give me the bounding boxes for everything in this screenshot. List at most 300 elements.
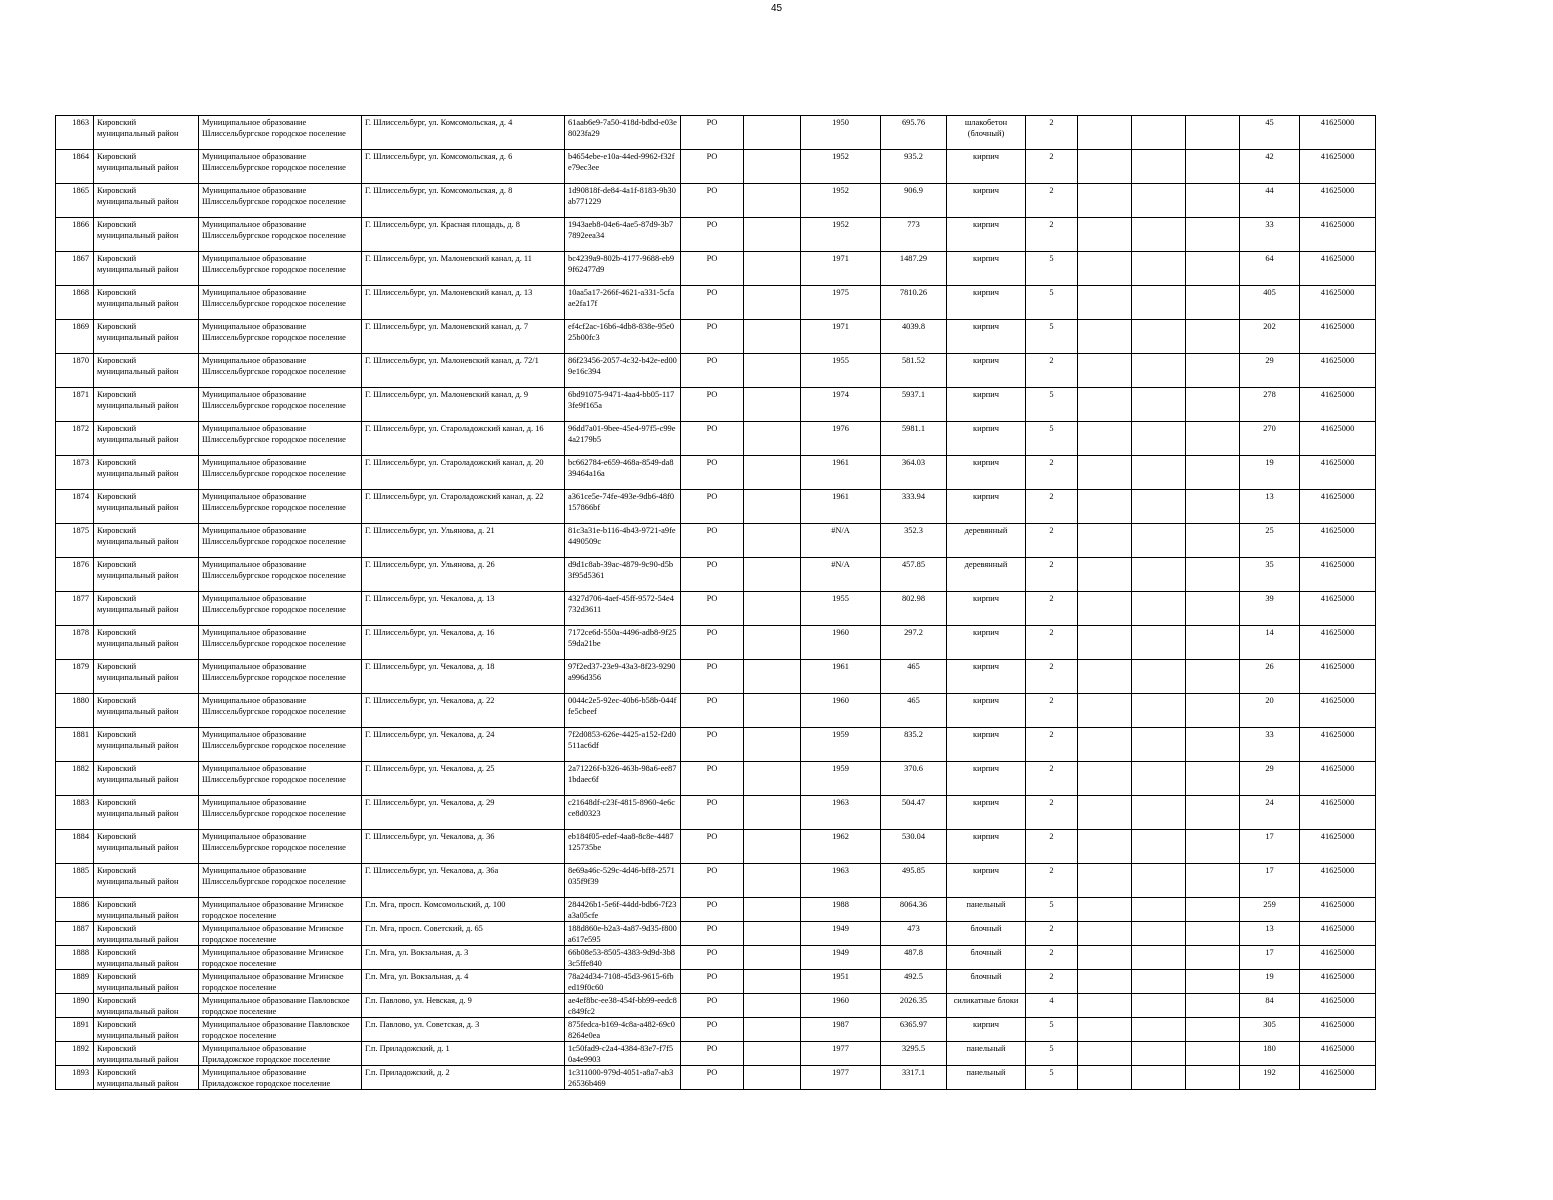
empty-cell [1186, 184, 1240, 218]
code-cell: PO [681, 320, 744, 354]
guid-cell: 1d90818f-de84-4a1f-8183-9b30ab771229 [565, 184, 681, 218]
empty-cell [1078, 422, 1132, 456]
address-cell: Г.п. Мга, просп. Комсомольский, д. 100 [362, 898, 565, 922]
code-cell: PO [681, 762, 744, 796]
empty-cell [744, 898, 801, 922]
material-cell: блочный [947, 922, 1026, 946]
oktmo-cell: 41625000 [1300, 388, 1376, 422]
empty-cell [744, 388, 801, 422]
oktmo-cell: 41625000 [1300, 728, 1376, 762]
district-cell: Кировский муниципальный район [94, 150, 199, 184]
empty-cell [1132, 218, 1186, 252]
floors-cell: 4 [1026, 994, 1078, 1018]
address-cell: Г. Шлиссельбург, ул. Староладожский канал, д. 20 [362, 456, 565, 490]
empty-cell [1078, 796, 1132, 830]
apartments-cell: 29 [1240, 762, 1300, 796]
empty-cell [744, 1042, 801, 1066]
empty-cell [744, 150, 801, 184]
year-cell: 1961 [801, 660, 881, 694]
material-cell: панельный [947, 1042, 1026, 1066]
district-cell: Кировский муниципальный район [94, 796, 199, 830]
apartments-cell: 20 [1240, 694, 1300, 728]
empty-cell [1186, 694, 1240, 728]
table-row [56, 728, 1376, 762]
district-cell: Кировский муниципальный район [94, 558, 199, 592]
empty-cell [1132, 184, 1186, 218]
floors-cell: 2 [1026, 150, 1078, 184]
code-cell: PO [681, 218, 744, 252]
municipality-cell: Муниципальное образование Шлиссельбургское городское поселение [199, 150, 362, 184]
municipality-cell: Муниципальное образование Шлиссельбургское городское поселение [199, 626, 362, 660]
apartments-cell: 26 [1240, 660, 1300, 694]
municipality-cell: Муниципальное образование Шлиссельбургское городское поселение [199, 252, 362, 286]
empty-cell [1132, 388, 1186, 422]
code-cell: PO [681, 116, 744, 150]
district-cell: Кировский муниципальный район [94, 524, 199, 558]
area-cell: 935.2 [881, 150, 947, 184]
guid-cell: 284426b1-5e6f-44dd-bdb6-7f23a3a05cfe [565, 898, 681, 922]
area-cell: 465 [881, 694, 947, 728]
guid-cell: 7f2d0853-626e-4425-a152-f2d0511ac6df [565, 728, 681, 762]
oktmo-cell: 41625000 [1300, 456, 1376, 490]
empty-cell [1078, 388, 1132, 422]
oktmo-cell: 41625000 [1300, 252, 1376, 286]
empty-cell [1078, 626, 1132, 660]
table-row [56, 626, 1376, 660]
apartments-cell: 270 [1240, 422, 1300, 456]
address-cell: Г. Шлиссельбург, ул. Чекалова, д. 24 [362, 728, 565, 762]
empty-cell [1132, 922, 1186, 946]
guid-cell: 875fedca-b169-4c8a-a482-69c08264e0ea [565, 1018, 681, 1042]
guid-cell: 97f2ed37-23e9-43a3-8f23-9290a996d356 [565, 660, 681, 694]
address-cell: Г. Шлиссельбург, ул. Чекалова, д. 16 [362, 626, 565, 660]
municipality-cell: Муниципальное образование Шлиссельбургское городское поселение [199, 490, 362, 524]
address-cell: Г.п. Мга, ул. Вокзальная, д. 4 [362, 970, 565, 994]
row-number: 1886 [56, 898, 94, 922]
empty-cell [744, 796, 801, 830]
oktmo-cell: 41625000 [1300, 490, 1376, 524]
empty-cell [1186, 1066, 1240, 1090]
municipality-cell: Муниципальное образование Шлиссельбургское городское поселение [199, 830, 362, 864]
row-number: 1870 [56, 354, 94, 388]
floors-cell: 2 [1026, 830, 1078, 864]
empty-cell [744, 626, 801, 660]
area-cell: 3317.1 [881, 1066, 947, 1090]
empty-cell [744, 970, 801, 994]
oktmo-cell: 41625000 [1300, 898, 1376, 922]
area-cell: 504.47 [881, 796, 947, 830]
table-row [56, 490, 1376, 524]
area-cell: 364.03 [881, 456, 947, 490]
empty-cell [1132, 320, 1186, 354]
year-cell: 1975 [801, 286, 881, 320]
guid-cell: c21648df-c23f-4815-8960-4e6cce8d0323 [565, 796, 681, 830]
code-cell: PO [681, 864, 744, 898]
empty-cell [1186, 388, 1240, 422]
empty-cell [1186, 116, 1240, 150]
guid-cell: 1943aeb8-04e6-4ae5-87d9-3b77892eea34 [565, 218, 681, 252]
empty-cell [1186, 354, 1240, 388]
year-cell: 1960 [801, 994, 881, 1018]
floors-cell: 5 [1026, 252, 1078, 286]
table-row [56, 994, 1376, 1018]
area-cell: 4039.8 [881, 320, 947, 354]
floors-cell: 2 [1026, 116, 1078, 150]
material-cell: кирпич [947, 1018, 1026, 1042]
apartments-cell: 405 [1240, 286, 1300, 320]
table-row [56, 558, 1376, 592]
year-cell: 1952 [801, 184, 881, 218]
empty-cell [744, 660, 801, 694]
apartments-cell: 19 [1240, 970, 1300, 994]
year-cell: 1959 [801, 762, 881, 796]
empty-cell [1078, 660, 1132, 694]
oktmo-cell: 41625000 [1300, 1066, 1376, 1090]
code-cell: PO [681, 694, 744, 728]
empty-cell [1186, 762, 1240, 796]
code-cell: PO [681, 728, 744, 762]
year-cell: 1950 [801, 116, 881, 150]
empty-cell [1132, 116, 1186, 150]
year-cell: 1960 [801, 626, 881, 660]
code-cell: PO [681, 946, 744, 970]
year-cell: 1952 [801, 150, 881, 184]
row-number: 1873 [56, 456, 94, 490]
area-cell: 7810.26 [881, 286, 947, 320]
row-number: 1879 [56, 660, 94, 694]
code-cell: PO [681, 252, 744, 286]
district-cell: Кировский муниципальный район [94, 694, 199, 728]
guid-cell: d9d1c8ab-39ac-4879-9c90-d5b3f95d5361 [565, 558, 681, 592]
guid-cell: 8e69a46c-529c-4d46-bff8-2571035f9f39 [565, 864, 681, 898]
area-cell: 352.3 [881, 524, 947, 558]
floors-cell: 2 [1026, 864, 1078, 898]
empty-cell [744, 320, 801, 354]
district-cell: Кировский муниципальный район [94, 592, 199, 626]
address-cell: Г. Шлиссельбург, ул. Малоневский канал, д. 11 [362, 252, 565, 286]
empty-cell [1132, 524, 1186, 558]
empty-cell [1132, 994, 1186, 1018]
floors-cell: 2 [1026, 558, 1078, 592]
guid-cell: 7172ce6d-550a-4496-adb8-9f2559da21be [565, 626, 681, 660]
apartments-cell: 202 [1240, 320, 1300, 354]
oktmo-cell: 41625000 [1300, 830, 1376, 864]
oktmo-cell: 41625000 [1300, 320, 1376, 354]
municipality-cell: Муниципальное образование Приладожское городское поселение [199, 1066, 362, 1090]
oktmo-cell: 41625000 [1300, 626, 1376, 660]
address-cell: Г. Шлиссельбург, ул. Староладожский канал, д. 16 [362, 422, 565, 456]
district-cell: Кировский муниципальный район [94, 660, 199, 694]
guid-cell: bc662784-e659-468a-8549-da839464a16a [565, 456, 681, 490]
empty-cell [1186, 864, 1240, 898]
empty-cell [1132, 796, 1186, 830]
material-cell: кирпич [947, 796, 1026, 830]
code-cell: PO [681, 286, 744, 320]
floors-cell: 2 [1026, 762, 1078, 796]
year-cell: 1974 [801, 388, 881, 422]
area-cell: 5981.1 [881, 422, 947, 456]
floors-cell: 2 [1026, 970, 1078, 994]
address-cell: Г.п. Мга, ул. Вокзальная, д. 3 [362, 946, 565, 970]
district-cell: Кировский муниципальный район [94, 864, 199, 898]
floors-cell: 5 [1026, 388, 1078, 422]
oktmo-cell: 41625000 [1300, 796, 1376, 830]
empty-cell [1132, 252, 1186, 286]
guid-cell: ef4cf2ac-16b6-4db8-838e-95e025b00fc3 [565, 320, 681, 354]
empty-cell [1186, 1042, 1240, 1066]
municipality-cell: Муниципальное образование Мгинское городское поселение [199, 946, 362, 970]
material-cell: блочный [947, 970, 1026, 994]
material-cell: кирпич [947, 626, 1026, 660]
table-row [56, 388, 1376, 422]
address-cell: Г. Шлиссельбург, ул. Комсомольская, д. 6 [362, 150, 565, 184]
year-cell: 1977 [801, 1042, 881, 1066]
table-row [56, 864, 1376, 898]
code-cell: PO [681, 660, 744, 694]
table-row [56, 946, 1376, 970]
empty-cell [1132, 864, 1186, 898]
area-cell: 473 [881, 922, 947, 946]
apartments-cell: 39 [1240, 592, 1300, 626]
empty-cell [1078, 898, 1132, 922]
empty-cell [1132, 762, 1186, 796]
apartments-cell: 17 [1240, 830, 1300, 864]
guid-cell: 0044c2e5-92ec-40b6-b58b-044ffe5cbeef [565, 694, 681, 728]
empty-cell [744, 592, 801, 626]
table-row [56, 524, 1376, 558]
code-cell: PO [681, 1066, 744, 1090]
code-cell: PO [681, 422, 744, 456]
municipality-cell: Муниципальное образование Мгинское городское поселение [199, 922, 362, 946]
empty-cell [1186, 922, 1240, 946]
row-number: 1864 [56, 150, 94, 184]
guid-cell: 1c311000-979d-4051-a8a7-ab326536b469 [565, 1066, 681, 1090]
guid-cell: 4327d706-4aef-45ff-9572-54e4732d3611 [565, 592, 681, 626]
district-cell: Кировский муниципальный район [94, 898, 199, 922]
code-cell: PO [681, 1042, 744, 1066]
floors-cell: 2 [1026, 946, 1078, 970]
address-cell: Г. Шлиссельбург, ул. Малоневский канал, д. 72/1 [362, 354, 565, 388]
district-cell: Кировский муниципальный район [94, 1066, 199, 1090]
area-cell: 8064.36 [881, 898, 947, 922]
area-cell: 487.8 [881, 946, 947, 970]
district-cell: Кировский муниципальный район [94, 994, 199, 1018]
apartments-cell: 33 [1240, 218, 1300, 252]
table-row [56, 252, 1376, 286]
district-cell: Кировский муниципальный район [94, 946, 199, 970]
row-number: 1890 [56, 994, 94, 1018]
empty-cell [1186, 796, 1240, 830]
oktmo-cell: 41625000 [1300, 694, 1376, 728]
table-row [56, 116, 1376, 150]
material-cell: кирпич [947, 422, 1026, 456]
district-cell: Кировский муниципальный район [94, 490, 199, 524]
empty-cell [1186, 1018, 1240, 1042]
oktmo-cell: 41625000 [1300, 970, 1376, 994]
year-cell: 1963 [801, 864, 881, 898]
row-number: 1884 [56, 830, 94, 864]
empty-cell [1078, 558, 1132, 592]
material-cell: кирпич [947, 354, 1026, 388]
floors-cell: 2 [1026, 184, 1078, 218]
district-cell: Кировский муниципальный район [94, 922, 199, 946]
apartments-cell: 44 [1240, 184, 1300, 218]
oktmo-cell: 41625000 [1300, 558, 1376, 592]
empty-cell [1078, 946, 1132, 970]
row-number: 1892 [56, 1042, 94, 1066]
district-cell: Кировский муниципальный район [94, 1042, 199, 1066]
district-cell: Кировский муниципальный район [94, 252, 199, 286]
material-cell: деревянный [947, 524, 1026, 558]
empty-cell [1078, 864, 1132, 898]
table-row [56, 762, 1376, 796]
area-cell: 695.76 [881, 116, 947, 150]
floors-cell: 5 [1026, 898, 1078, 922]
year-cell: 1949 [801, 946, 881, 970]
year-cell: 1963 [801, 796, 881, 830]
municipality-cell: Муниципальное образование Шлиссельбургское городское поселение [199, 660, 362, 694]
table-row [56, 456, 1376, 490]
year-cell: 1988 [801, 898, 881, 922]
year-cell: 1961 [801, 456, 881, 490]
address-cell: Г. Шлиссельбург, ул. Чекалова, д. 22 [362, 694, 565, 728]
empty-cell [1078, 694, 1132, 728]
apartments-cell: 42 [1240, 150, 1300, 184]
row-number: 1875 [56, 524, 94, 558]
municipality-cell: Муниципальное образование Павловское городское поселение [199, 1018, 362, 1042]
code-cell: PO [681, 898, 744, 922]
row-number: 1885 [56, 864, 94, 898]
row-number: 1880 [56, 694, 94, 728]
empty-cell [1132, 456, 1186, 490]
address-cell: Г.п. Павлово, ул. Советская, д. 3 [362, 1018, 565, 1042]
code-cell: PO [681, 184, 744, 218]
empty-cell [1078, 354, 1132, 388]
empty-cell [744, 558, 801, 592]
material-cell: кирпич [947, 830, 1026, 864]
empty-cell [1078, 524, 1132, 558]
material-cell: кирпич [947, 456, 1026, 490]
district-cell: Кировский муниципальный район [94, 456, 199, 490]
guid-cell: 6bd91075-9471-4aa4-bb05-1173fe9f165a [565, 388, 681, 422]
address-cell: Г. Шлиссельбург, ул. Чекалова, д. 18 [362, 660, 565, 694]
municipality-cell: Муниципальное образование Шлиссельбургское городское поселение [199, 864, 362, 898]
year-cell: 1955 [801, 354, 881, 388]
code-cell: PO [681, 592, 744, 626]
table-row [56, 592, 1376, 626]
empty-cell [744, 994, 801, 1018]
empty-cell [1132, 1018, 1186, 1042]
material-cell: блочный [947, 946, 1026, 970]
oktmo-cell: 41625000 [1300, 1018, 1376, 1042]
material-cell: панельный [947, 1066, 1026, 1090]
empty-cell [744, 286, 801, 320]
empty-cell [1078, 116, 1132, 150]
apartments-cell: 84 [1240, 994, 1300, 1018]
material-cell: кирпич [947, 660, 1026, 694]
municipality-cell: Муниципальное образование Павловское городское поселение [199, 994, 362, 1018]
address-cell: Г.п. Приладожский, д. 2 [362, 1066, 565, 1090]
address-cell: Г. Шлиссельбург, ул. Чекалова, д. 36а [362, 864, 565, 898]
material-cell: кирпич [947, 218, 1026, 252]
code-cell: PO [681, 830, 744, 864]
district-cell: Кировский муниципальный район [94, 354, 199, 388]
floors-cell: 2 [1026, 626, 1078, 660]
table-row [56, 970, 1376, 994]
code-cell: PO [681, 490, 744, 524]
apartments-cell: 14 [1240, 626, 1300, 660]
empty-cell [744, 252, 801, 286]
municipality-cell: Муниципальное образование Шлиссельбургское городское поселение [199, 184, 362, 218]
oktmo-cell: 41625000 [1300, 116, 1376, 150]
area-cell: 297.2 [881, 626, 947, 660]
year-cell: 1971 [801, 252, 881, 286]
guid-cell: 78a24d34-7108-45d3-9615-6fbed19f0c60 [565, 970, 681, 994]
material-cell: кирпич [947, 694, 1026, 728]
district-cell: Кировский муниципальный район [94, 218, 199, 252]
code-cell: PO [681, 524, 744, 558]
floors-cell: 5 [1026, 1042, 1078, 1066]
municipality-cell: Муниципальное образование Шлиссельбургское городское поселение [199, 116, 362, 150]
oktmo-cell: 41625000 [1300, 150, 1376, 184]
year-cell: 1977 [801, 1066, 881, 1090]
district-cell: Кировский муниципальный район [94, 626, 199, 660]
empty-cell [1186, 490, 1240, 524]
municipality-cell: Муниципальное образование Шлиссельбургское городское поселение [199, 524, 362, 558]
floors-cell: 2 [1026, 524, 1078, 558]
guid-cell: 61aab6e9-7a50-418d-bdbd-e03e8023fa29 [565, 116, 681, 150]
guid-cell: 86f23456-2057-4c32-b42e-ed009e16c394 [565, 354, 681, 388]
row-number: 1867 [56, 252, 94, 286]
year-cell: 1951 [801, 970, 881, 994]
material-cell: кирпич [947, 592, 1026, 626]
area-cell: 465 [881, 660, 947, 694]
apartments-cell: 19 [1240, 456, 1300, 490]
material-cell: кирпич [947, 150, 1026, 184]
material-cell: панельный [947, 898, 1026, 922]
area-cell: 5937.1 [881, 388, 947, 422]
apartments-cell: 35 [1240, 558, 1300, 592]
empty-cell [1186, 728, 1240, 762]
row-number: 1881 [56, 728, 94, 762]
guid-cell: 10aa5a17-266f-4621-a331-5cfaae2fa17f [565, 286, 681, 320]
table-row [56, 830, 1376, 864]
area-cell: 835.2 [881, 728, 947, 762]
oktmo-cell: 41625000 [1300, 184, 1376, 218]
floors-cell: 2 [1026, 592, 1078, 626]
apartments-cell: 278 [1240, 388, 1300, 422]
oktmo-cell: 41625000 [1300, 922, 1376, 946]
address-cell: Г. Шлиссельбург, ул. Чекалова, д. 36 [362, 830, 565, 864]
empty-cell [744, 524, 801, 558]
empty-cell [1132, 286, 1186, 320]
empty-cell [1186, 150, 1240, 184]
empty-cell [1078, 490, 1132, 524]
year-cell: 1961 [801, 490, 881, 524]
material-cell: кирпич [947, 252, 1026, 286]
empty-cell [744, 490, 801, 524]
address-cell: Г. Шлиссельбург, ул. Чекалова, д. 29 [362, 796, 565, 830]
empty-cell [1078, 184, 1132, 218]
row-number: 1874 [56, 490, 94, 524]
row-number: 1869 [56, 320, 94, 354]
empty-cell [744, 830, 801, 864]
district-cell: Кировский муниципальный район [94, 762, 199, 796]
empty-cell [1078, 592, 1132, 626]
district-cell: Кировский муниципальный район [94, 388, 199, 422]
empty-cell [744, 1018, 801, 1042]
empty-cell [744, 116, 801, 150]
